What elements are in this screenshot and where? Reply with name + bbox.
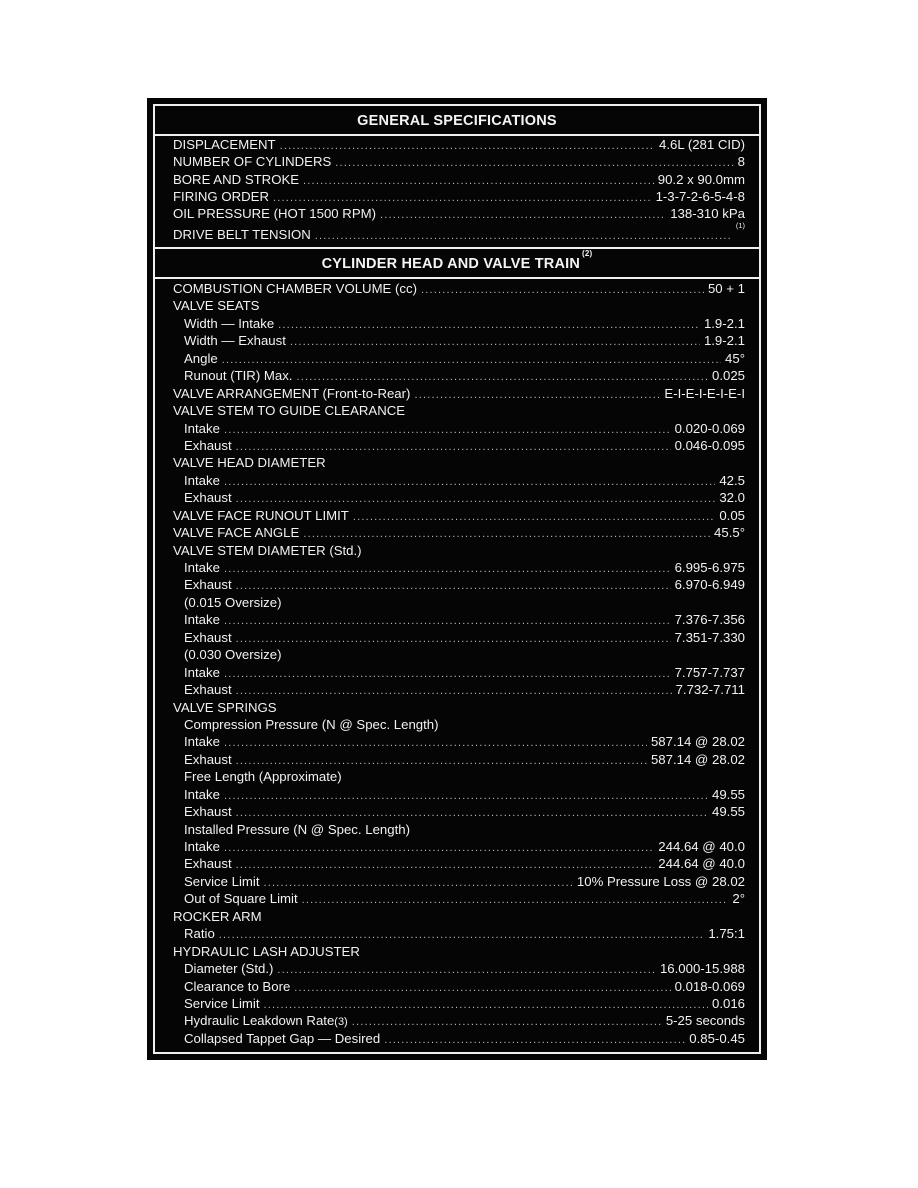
spec-row <box>155 350 759 367</box>
spec-value <box>712 367 745 384</box>
spec-value <box>675 611 745 628</box>
spec-row <box>155 629 759 646</box>
spec-value-text: 0.018-0.069 <box>674 978 745 994</box>
spec-value <box>670 205 745 222</box>
spec-value <box>704 315 745 332</box>
spec-value-text: 49.55 <box>711 786 745 802</box>
spec-value <box>719 489 745 506</box>
spec-label: Exhaust <box>184 437 232 453</box>
spec-row <box>155 768 759 785</box>
spec-table-border <box>153 104 761 1054</box>
spec-value-text: 1.75:1 <box>708 926 745 942</box>
dot-leader <box>384 1032 685 1049</box>
spec-row <box>155 153 759 170</box>
spec-label: (0.030 Oversize) <box>184 647 282 663</box>
spec-label: Runout (TIR) Max. <box>184 368 293 384</box>
spec-label: NUMBER OF CYLINDERS <box>173 154 332 170</box>
spec-value-text: 7.732-7.711 <box>675 682 745 698</box>
spec-value <box>675 576 745 593</box>
spec-row <box>155 960 759 977</box>
spec-row <box>155 751 759 768</box>
spec-row <box>155 873 759 890</box>
spec-label: ROCKER ARM <box>173 908 262 924</box>
spec-row <box>155 489 759 506</box>
spec-value-text: 0.046-0.095 <box>674 437 745 453</box>
spec-value <box>732 890 745 907</box>
spec-label: DISPLACEMENT <box>173 137 276 152</box>
spec-label: Intake <box>184 560 220 575</box>
spec-label: Out of Square Limit <box>184 891 298 907</box>
spec-row <box>155 576 759 593</box>
spec-value-text: 49.55 <box>711 804 745 820</box>
spec-value <box>719 472 745 489</box>
spec-row <box>155 221 759 242</box>
spec-value <box>704 332 745 349</box>
spec-row <box>155 1012 759 1029</box>
spec-row <box>155 524 759 541</box>
spec-value <box>659 136 745 153</box>
spec-value <box>658 171 745 188</box>
spec-label: COMBUSTION CHAMBER VOLUME (cc) <box>173 281 417 296</box>
dot-leader <box>315 228 732 245</box>
spec-value-text: E-I-E-I-E-I-E-I <box>664 385 745 401</box>
spec-value <box>656 188 745 205</box>
spec-value-text: 50 + 1 <box>707 281 745 296</box>
spec-value <box>712 786 745 803</box>
spec-label-footnote-ref: (3) <box>334 1016 348 1029</box>
spec-row <box>155 437 759 454</box>
spec-label: Angle <box>184 350 218 366</box>
spec-label: VALVE SEATS <box>173 298 260 314</box>
spec-value-text: 16.000-15.988 <box>659 961 745 977</box>
spec-row <box>155 420 759 437</box>
spec-value-text: 6.970-6.949 <box>674 577 745 593</box>
spec-value <box>712 803 745 820</box>
spec-value-text: 7.757-7.737 <box>674 664 745 680</box>
spec-row <box>155 1030 759 1047</box>
spec-row <box>155 171 759 188</box>
general-specifications-heading <box>155 113 759 129</box>
spec-label: DRIVE BELT TENSION <box>173 226 311 242</box>
spec-label: Clearance to Bore <box>184 978 291 994</box>
spec-value-text: 0.85-0.45 <box>689 1030 745 1046</box>
spec-row <box>155 925 759 942</box>
spec-row <box>155 943 759 960</box>
spec-value-text: 10% Pressure Loss @ 28.02 <box>576 873 745 889</box>
spec-row <box>155 646 759 663</box>
spec-value <box>738 153 745 170</box>
spec-row <box>155 716 759 733</box>
spec-value-text: 7.376-7.356 <box>674 612 745 628</box>
spec-value-text: 0.016 <box>711 995 745 1011</box>
spec-row <box>155 454 759 471</box>
spec-value <box>675 437 745 454</box>
spec-label: OIL PRESSURE (HOT 1500 RPM) <box>173 206 376 222</box>
spec-label: Intake <box>184 472 220 488</box>
spec-value <box>577 873 745 890</box>
spec-value-text: 587.14 @ 28.02 <box>650 734 745 750</box>
spec-label: VALVE STEM DIAMETER (Std.) <box>173 542 362 558</box>
spec-value-text: 42.5 <box>719 472 745 488</box>
general-specifications-title: GENERAL SPECIFICATIONS <box>357 113 557 129</box>
spec-value-text: 6.995-6.975 <box>674 560 745 575</box>
spec-row <box>155 507 759 524</box>
spec-label: Intake <box>184 786 220 802</box>
spec-label: Intake <box>184 734 220 750</box>
spec-label: Intake <box>184 420 220 436</box>
spec-label: Intake <box>184 612 220 628</box>
spec-label: BORE AND STROKE <box>173 171 300 187</box>
spec-row <box>155 542 759 559</box>
spec-value-text: 5-25 seconds <box>665 1013 745 1029</box>
cylinder-head-heading <box>155 249 759 272</box>
spec-value <box>736 222 745 243</box>
spec-row <box>155 315 759 332</box>
spec-value-text: 1.9-2.1 <box>703 315 745 331</box>
spec-row <box>155 559 759 576</box>
spec-row <box>155 205 759 222</box>
spec-value <box>664 385 745 402</box>
spec-row <box>155 611 759 628</box>
spec-value <box>675 978 745 995</box>
spec-label: Exhaust <box>184 804 232 820</box>
spec-value <box>675 559 745 576</box>
spec-label: Collapsed Tappet Gap — Desired <box>184 1030 381 1046</box>
cylinder-head-footnote-ref: (2) <box>582 249 593 258</box>
spec-value-text: 0.05 <box>719 507 745 523</box>
spec-row <box>155 786 759 803</box>
spec-value-text: 0.020-0.069 <box>674 420 745 436</box>
spec-label: VALVE SPRINGS <box>173 699 277 715</box>
spec-row <box>155 995 759 1012</box>
spec-row <box>155 733 759 750</box>
spec-value-text: 90.2 x 90.0mm <box>657 171 745 187</box>
spec-label: VALVE FACE RUNOUT LIMIT <box>173 507 349 523</box>
spec-value-text: 7.351-7.330 <box>674 629 745 645</box>
spec-label: Intake <box>184 664 220 680</box>
spec-label: Service Limit <box>184 873 260 889</box>
spec-value-text: 45° <box>725 350 745 366</box>
spec-value-text: 138-310 kPa <box>670 206 745 222</box>
spec-label: Exhaust <box>184 751 232 767</box>
spec-label: Exhaust <box>184 682 232 698</box>
spec-value <box>712 995 745 1012</box>
spec-label: Diameter (Std.) <box>184 961 274 977</box>
spec-row <box>155 908 759 925</box>
spec-row <box>155 803 759 820</box>
spec-row <box>155 681 759 698</box>
spec-value <box>725 350 745 367</box>
spec-value <box>675 420 745 437</box>
spec-label: Width — Exhaust <box>184 333 286 349</box>
spec-row <box>155 978 759 995</box>
spec-label: HYDRAULIC LASH ADJUSTER <box>173 943 360 959</box>
spec-value-text: 1-3-7-2-6-5-4-8 <box>655 188 745 204</box>
spec-label: Compression Pressure (N @ Spec. Length) <box>184 716 439 732</box>
spec-row <box>155 855 759 872</box>
spec-table-panel <box>147 98 767 1060</box>
spec-label: (0.015 Oversize) <box>184 594 282 610</box>
spec-value <box>708 925 745 942</box>
spec-row <box>155 890 759 907</box>
spec-row <box>155 838 759 855</box>
spec-value <box>689 1030 745 1047</box>
spec-label: FIRING ORDER <box>173 188 269 204</box>
spec-value-text: 32.0 <box>719 490 745 506</box>
spec-value-text: 4.6L (281 CID) <box>658 137 745 152</box>
spec-row <box>155 136 759 153</box>
spec-value <box>666 1012 745 1029</box>
spec-value-text: 8 <box>737 154 745 170</box>
cylinder-head-title: CYLINDER HEAD AND VALVE TRAIN <box>321 255 581 272</box>
spec-label: Width — Intake <box>184 315 275 331</box>
spec-value <box>658 855 745 872</box>
spec-value-text: 2° <box>732 891 745 907</box>
spec-value-text: 0.025 <box>711 368 745 384</box>
spec-row <box>155 280 759 297</box>
spec-value <box>651 751 745 768</box>
spec-value-text: 244.64 @ 40.0 <box>658 839 745 854</box>
spec-value <box>714 524 745 541</box>
spec-row <box>155 664 759 681</box>
spec-value-footnote-ref: (1) <box>735 221 745 231</box>
section-divider-top <box>155 247 759 249</box>
spec-label: Installed Pressure (N @ Spec. Length) <box>184 821 410 837</box>
spec-row <box>155 472 759 489</box>
spec-row <box>155 699 759 716</box>
spec-value <box>651 733 745 750</box>
spec-row <box>155 367 759 384</box>
spec-label: Intake <box>184 839 220 854</box>
spec-label: Free Length (Approximate) <box>184 769 342 785</box>
general-spec-list <box>155 136 759 240</box>
spec-label: VALVE HEAD DIAMETER <box>173 455 326 471</box>
spec-value <box>660 960 745 977</box>
spec-value-text: 244.64 @ 40.0 <box>658 856 745 872</box>
spec-value-text: 587.14 @ 28.02 <box>650 751 745 767</box>
spec-label: Ratio <box>184 926 215 942</box>
spec-row <box>155 402 759 419</box>
spec-row <box>155 188 759 205</box>
spec-label: VALVE FACE ANGLE <box>173 525 300 541</box>
spec-label: Exhaust <box>184 856 232 872</box>
spec-label: Hydraulic Leakdown Rate <box>184 1013 335 1029</box>
spec-value-text: 45.5° <box>714 525 745 541</box>
spec-row <box>155 594 759 611</box>
spec-value <box>676 681 745 698</box>
spec-value <box>675 629 745 646</box>
cylinder-spec-list <box>155 280 759 1047</box>
spec-label: Exhaust <box>184 629 232 645</box>
spec-value <box>708 280 745 297</box>
spec-label: VALVE STEM TO GUIDE CLEARANCE <box>173 403 406 419</box>
spec-value <box>658 838 745 855</box>
spec-row <box>155 297 759 314</box>
spec-value <box>719 507 745 524</box>
spec-row <box>155 385 759 402</box>
spec-value <box>675 664 745 681</box>
spec-label: VALVE ARRANGEMENT (Front-to-Rear) <box>173 385 411 401</box>
spec-row <box>155 332 759 349</box>
spec-label: Exhaust <box>184 490 232 506</box>
spec-label: Exhaust <box>184 577 232 593</box>
spec-row <box>155 821 759 838</box>
spec-label: Service Limit <box>184 995 260 1011</box>
cylinder-heading-divider <box>155 277 759 279</box>
spec-value-text: 1.9-2.1 <box>703 333 745 349</box>
